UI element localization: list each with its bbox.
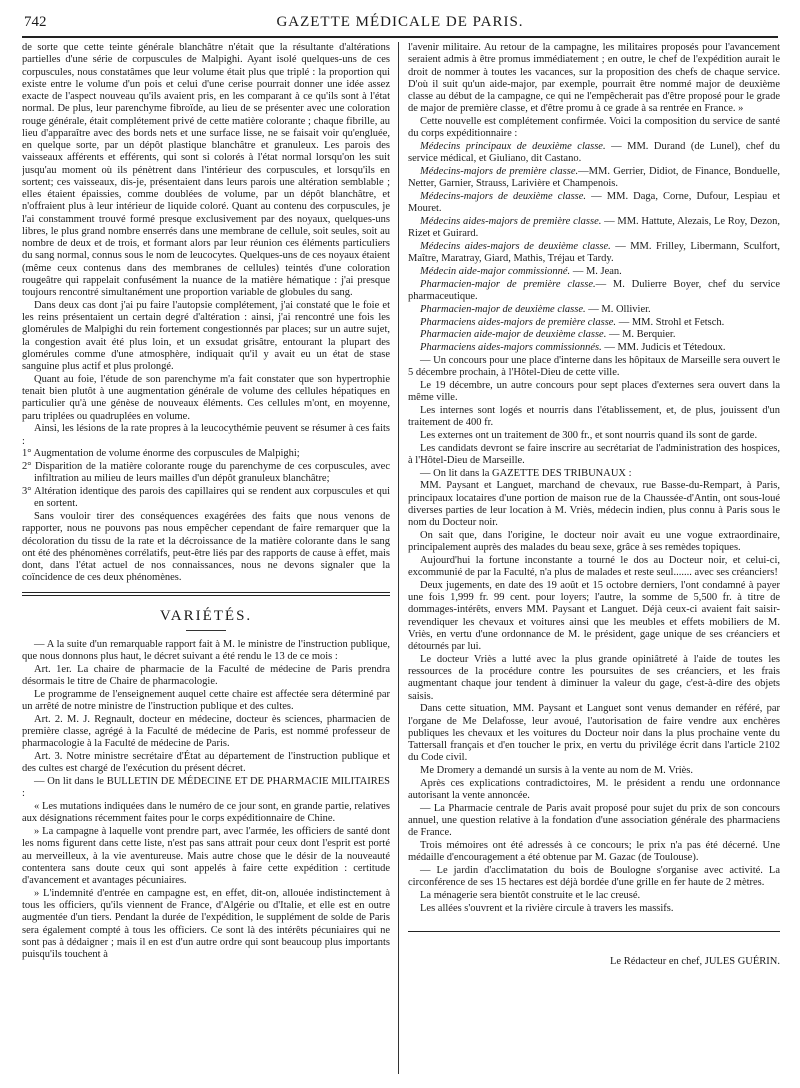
staff-names: — MM. Strohl et Fetsch. (616, 316, 725, 328)
paragraph: Les allées s'ouvrent et la rivière circule à travers les massifs. (420, 902, 674, 914)
staff-entry (408, 216, 780, 241)
staff-names: — MM. Durand (de Lunel), chef du service médical, et Giuliano, dit Castano. (408, 141, 780, 165)
paragraph: Les externes ont un traitement de 300 fr., et sont nourris quand ils sont de garde. (420, 429, 758, 441)
paragraph: — A la suite d'un remarquable rapport fait à M. le ministre de l'instruction publique, que nous donnons plus haut, le décret suivant a été rendu le 13 de ce mois : (22, 638, 390, 662)
paragraph: Dans deux cas dont j'ai pu faire l'autopsie complétement, j'ai constaté que le foie et les reins présentaient un certain degré d'altération : ainsi, j'ai rencontré une fois les glomérules de Malpighi du rein fortement congestionnés par places; sur un autre sujet, la congestion avait été plus loin, et un exsudat grisâtre, entourant la plupart des glomérules comme d'une atmosphère, indiquait qu'il y avait eu un état de stase sanguine plus actif et plus prolongé. (22, 299, 390, 372)
page-number: 742 (24, 14, 47, 30)
paragraph: » L'indemnité d'entrée en campagne est, en effet, dit-on, allouée indistinctement à tous les officiers, qu'ils viennent de France, d'Algérie ou d'Italie, et elle est en outre augmentée d'un tiers. Pendant la durée de l'expédition, le supplément de solde de Paris sera également compté à tous les officiers. Ce sont là des intérêts pécuniaires qui ne sont pas à dédaigner ; mais il en est d'un autre ordre qui sont beaucoup plus importants puisqu'ils touchent à (22, 887, 390, 960)
paragraph: Trois mémoires ont été adressés à ce concours; le prix n'a pas été décerné. Une médaille d'encouragement a été obtenue par M. Gazac (de Toulouse). (408, 840, 780, 864)
paragraph: Les internes sont logés et nourris dans l'établissement, et, de plus, jouissent d'un traitement de 400 fr. (408, 404, 780, 428)
staff-names: — M. Berquier. (606, 329, 676, 341)
paragraph: — On lit dans le BULLETIN DE MÉDECINE ET DE PHARMACIE MILITAIRES : (22, 776, 390, 800)
paragraph: Quant au foie, l'étude de son parenchyme m'a fait constater que son hypertrophie tenait bien plutôt à une augmentation générale de volume des cellules hépatiques en particulier qu'à une génèse de nouveaux éléments. Ces cellules m'ont, en moyenne, paru triplées ou quadruplées en volume. (22, 373, 390, 422)
paragraph: — La Pharmacie centrale de Paris avait proposé pour sujet du prix de son concours annuel, une question relative à la fondation d'une association générale des pharmaciens de France. (408, 802, 780, 839)
staff-names: — MM. Daga, Corne, Dufour, Lespiau et Mouret. (408, 191, 780, 215)
paragraph: La ménagerie sera bientôt construite et le lac creusé. (420, 890, 641, 901)
staff-entry (408, 241, 780, 266)
staff-role: Pharmaciens aides-majors de première classe. (420, 316, 617, 328)
paragraph: Art. 3. Notre ministre secrétaire d'État au département de l'instruction publique et des cultes est chargé de l'exécution du présent décret. (22, 751, 390, 775)
paragraph: Le 19 décembre, un autre concours pour sept places d'externes sera ouvert dans la même ville. (408, 379, 780, 403)
staff-entry (408, 342, 780, 354)
paragraph: « Les mutations indiquées dans le numéro de ce jour sont, en grande partie, relatives aux désignations récemment faites pour le corps expéditionnaire de Chine. (22, 801, 390, 825)
paragraph: Art. 1er. La chaire de pharmacie de la Faculté de médecine de Paris prendra désormais le titre de Chaire de pharmacologie. (22, 663, 390, 687)
staff-role: Pharmacien-major de première classe. (420, 278, 596, 290)
list-item: 1° Augmentation de volume énorme des corpuscules de Malpighi; (22, 448, 300, 460)
staff-role: Pharmaciens aides-majors commissionnés. (420, 342, 602, 353)
staff-names: — M. Jean. (570, 266, 622, 277)
staff-role: Médecins aides-majors de première classe. (420, 216, 602, 227)
page-header (22, 10, 778, 38)
paragraph: Le docteur Vriès a lutté avec la plus grande opiniâtreté à l'aide de toutes les ressources de la procédure contre les poursuites de ses créanciers, et les frais augmentant chaque jour tendent à diminuer la valeur du gage, c'est-à-dire des objets saisis. (408, 653, 780, 702)
staff-entry (408, 191, 780, 216)
paragraph: Les candidats devront se faire inscrire au secrétariat de l'administration des hospices, à l'Hôtel-Dieu de Marseille. (408, 442, 780, 466)
staff-role: Médecins-majors de deuxième classe. (420, 191, 587, 202)
paragraph: Le programme de l'enseignement auquel cette chaire est affectée sera déterminé par un arrêté de notre ministre de l'instruction publique et des cultes. (22, 688, 390, 712)
staff-names: — MM. Hattute, Alezais, Le Roy, Dezon, Rizet et Guirard. (408, 216, 780, 240)
staff-entry (408, 329, 780, 341)
staff-names: —MM. Gerrier, Didiot, de Finance, Bonduelle, Netter, Garnier, Strauss, Larivière et Champenois. (408, 166, 780, 190)
staff-entry (408, 141, 780, 166)
paragraph: Cette nouvelle est complétement confirmée. Voici la composition du service de santé du corps expéditionnaire : (408, 116, 780, 140)
paragraph: de sorte que cette teinte générale blanchâtre n'était que la résultante d'altérations partielles d'une série de corpuscules de Malpighi. Ayant isolé quelques-uns de ces corpuscules, nous constatâmes que leur volume était plus que triplé : la proportion qui existe entre le volume d'un pois et celui d'une cerise pourrait donner une idée assez exacte de l'aspect nouveau qu'ils avaient pris, en les comparant à ce qu'ils sont à l'état normal. De plus, leur parenchyme fibroïde, au lieu de se présenter avec une coloration rouge générale, était complétement privé de cette matière colorante ; chaque fibrille, au lieu d'apparaître avec des bords nets et une surface lisse, ne se faisait voir qu'engluée, en quelque sorte, par un dépôt plastique blanchâtre et granuleux. Les parois des vaisseaux afférents et efférents, qui sont si colorés à l'état normal lorsqu'on les suit jusqu'au moment où ils pénètrent dans l'intérieur des corpuscules, et lorsqu'ils en sortent; ces vaisseaux, dis-je, présentaient dans leurs parois une altération semblable ; elles étaient épaissies, comme doublées de volume, par un dépôt blanchâtre, et n'offraient plus à leur intérieur de liquide coloré. Quant au contenu des corpuscules, je l'ai constamment trouvé formé presque exclusivement par des noyaux, quelques-uns libres, le plus grand nombre enserrés dans une membrane de cellule, soit seules, soit au nombre de deux et de trois, et formant alors par leur réunion ces éléments particuliers du sang normal, connus sous le nom de leucocytes. Quelques-uns de ces noyaux étaient (même ceux contenus dans des membranes de cellules) teintés d'une coloration rougeâtre qui rappelait confusément la nuance de la matière hématique : j'ai presque toujours rencontré simultanément une proportion variable de globules du sang. (22, 42, 390, 298)
paragraph: l'avenir militaire. Au retour de la campagne, les militaires proposés pour l'avancement seraient admis à être promus immédiatement ; en outre, le chef de l'expédition aurait le droit de nommer à toutes les vacances, sur la proposition des chefs de chaque service. D'où il suit qu'un aide-major, par exemple, pourrait être nommé major de deuxième classe au début de la campagne, ce qui ne l'empêcherait pas d'être proposé pour le grade de major de première classe, et d'être promu à ce grade à sa rentrée en France. » (408, 42, 780, 115)
staff-role: Médecin aide-major commissionné. (420, 266, 571, 277)
staff-entry (408, 279, 780, 304)
staff-names: — MM. Judicis et Tétedoux. (601, 342, 726, 353)
left-column (22, 42, 390, 1080)
staff-entry (408, 266, 780, 278)
editor-signature: Le Rédacteur en chef, JULES GUÉRIN. (610, 956, 780, 967)
staff-role: Médecins-majors de première classe. (420, 166, 579, 177)
list-item: 2° Disparition de la matière colorante rouge du parenchyme de ces corpuscules, avec infiltration au milieu de leurs mailles d'un dépôt granuleux blanchâtre; (22, 461, 390, 485)
staff-role: Médecins aides-majors de deuxième classe. (420, 241, 611, 252)
staff-role: Pharmacien aide-major de deuxième classe. (420, 329, 607, 341)
staff-names: — M. Dulierre Boyer, chef du service pharmaceutique. (408, 278, 780, 302)
column-rule (398, 42, 399, 1074)
paragraph: Ainsi, les lésions de la rate propres à la leucocythémie peuvent se résumer à ces faits : (22, 423, 390, 447)
journal-title: GAZETTE MÉDICALE DE PARIS. (276, 14, 524, 30)
paragraph: — Un concours pour une place d'interne dans les hôpitaux de Marseille sera ouvert le 5 décembre prochain, à l'Hôtel-Dieu de cette ville. (408, 354, 780, 378)
paragraph: » La campagne à laquelle vont prendre part, avec l'armée, les officiers de santé dont les noms figurent dans cette liste, n'est pas sans attrait pour ceux dont l'esprit est porté au merveilleux, à la vie aventureuse. Mais autre chose que le désir de la nouveauté contentera sans doute ceux qui sont appelés à faire cette expédition : certitude d'avancement et avantages pécuniaires. (22, 826, 390, 886)
staff-names: — MM. Frilley, Libermann, Sculfort, Maître, Maratray, Giard, Mathis, Tréjau et Tardy. (408, 241, 780, 265)
staff-entry (408, 304, 780, 316)
paragraph: — Le jardin d'acclimatation du bois de Boulogne s'organise avec activité. La circonférence de ses 15 hectares est déjà bordée d'une grille en fer haute de 2 mètres. (408, 865, 780, 889)
section-divider (22, 592, 390, 596)
paragraph: Après ces explications contradictoires, M. le président a rendu une ordonnance autorisant la vente annoncée. (408, 777, 780, 801)
paragraph: Dans cette situation, MM. Paysant et Languet sont venus demander en référé, par l'organe de Me Delafosse, leur avoué, l'autorisation de faire vendre aux enchères publiques les chevaux et les voitures du Docteur noir dans la plus prochaine vente du Tattersall français et d'en toucher le prix, en vertu du privilége écrit dans l'article 2102 du Code civil. (408, 703, 780, 764)
right-column (408, 42, 780, 1080)
paragraph: Sans vouloir tirer des conséquences exagérées des faits que nous venons de rapporter, nous ne pouvons pas nous empêcher cependant de faire remarquer que la décoloration du tissu de la rate et la décroissance de la matière colorante dans le sang ont été des phénomènes corrélatifs, peut-être liés par des rapports de cause à effet, mais dont, dans l'état actuel de nos connaissances, nous ne devons signaler que la coïncidence de ces deux phénomènes. (22, 511, 390, 584)
staff-names: — M. Ollivier. (585, 303, 651, 315)
staff-entry (408, 166, 780, 191)
paragraph: — On lit dans la GAZETTE DES TRIBUNAUX : (420, 467, 632, 479)
paragraph: Art. 2. M. J. Regnault, docteur en médecine, docteur ès sciences, pharmacien de première classe, agrégé à la Faculté de médecine de Paris, est nommé professeur de pharmacologie à la Faculté de médecine de Paris. (22, 713, 390, 750)
staff-entry (408, 317, 780, 329)
title-underline (186, 630, 226, 631)
paragraph: Me Dromery a demandé un sursis à la vente au nom de M. Vriès. (420, 765, 693, 776)
list-item: 3° Altération identique des parois des capillaires qui se rendent aux corpuscules et qui en sortent. (22, 486, 390, 510)
staff-role: Médecins principaux de deuxième classe. (420, 141, 606, 152)
paragraph: On sait que, dans l'origine, le docteur noir avait eu une vogue extraordinaire, principalement auprès des malades du beau sexe, grâce à ses remèdes topiques. (408, 529, 780, 553)
end-rule (408, 931, 780, 932)
paragraph: Deux jugements, en date des 19 août et 15 octobre derniers, l'ont condamné à payer une fois 1,999 fr. 99 cent. pour loyers; l'autre, la somme de 5,500 fr. à titre de dommages-intérêts, envers MM. Paysant et Languet. Déjà ceux-ci avaient fait saisir-revendiquer les chevaux et voitures ainsi que les meubles et effets mobiliers de M. Vriès, en vertu d'une ordonnance de M. le président, gage unique de ses créanciers et détournés par lui. (408, 579, 780, 652)
paragraph: MM. Paysant et Languet, marchand de chevaux, rue Basse-du-Rempart, à Paris, principaux locataires d'une portion de maison rue de la Chaussée-d'Antin, ont sous-loué diverses parties de leur location à M. Vriès, médecin indien, plus connu à Paris sous le nom du Docteur noir. (408, 480, 780, 528)
staff-role: Pharmacien-major de deuxième classe. (420, 303, 586, 315)
paragraph: Aujourd'hui la fortune inconstante a tourné le dos au Docteur noir, et celui-ci, excommunié de par la Faculté, n'a plus de malades et reste seul....... avec ses créanciers! (408, 554, 780, 578)
section-title-varietes: VARIÉTÉS. (159, 607, 253, 624)
